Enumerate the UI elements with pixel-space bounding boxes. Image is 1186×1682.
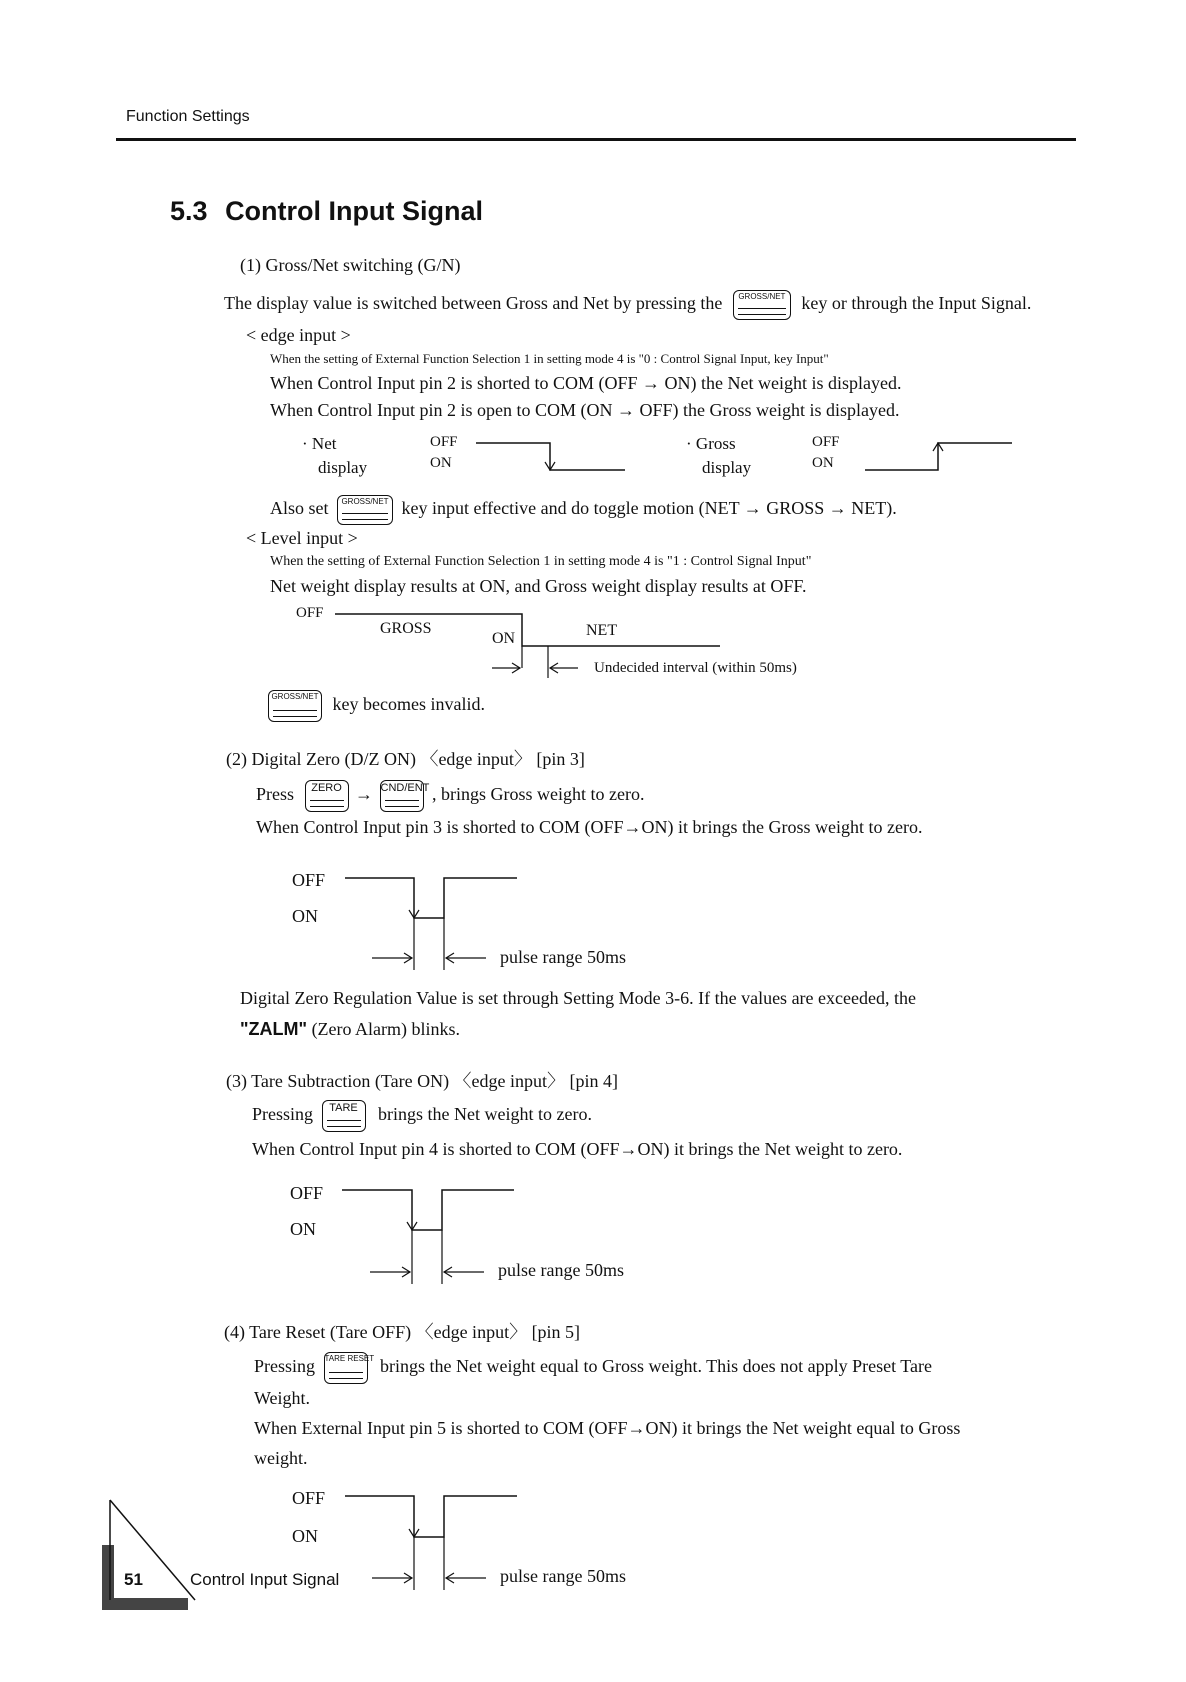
net-display-label: · Net	[302, 434, 337, 453]
footer-label: Control Input Signal	[190, 1570, 340, 1589]
edge-input-line2: When Control Input pin 2 is open to COM (ON → OFF) the Gross weight is displayed.	[270, 400, 900, 420]
ts-on-label: ON	[290, 1219, 316, 1239]
edge-input-title: < edge input >	[246, 325, 351, 345]
gross-net-key-icon: GROSS/NET	[733, 290, 791, 320]
key-invalid-text: key becomes invalid.	[332, 694, 485, 715]
zalm-desc: (Zero Alarm) blinks.	[311, 1019, 461, 1039]
digital-zero-line: When Control Input pin 3 is shorted to COM (OFF→ON) it brings the Gross weight to zero.	[256, 817, 923, 837]
tare-sub-heading: (3) Tare Subtraction (Tare ON) 〈edge input〉 [pin 4]	[226, 1071, 619, 1091]
tare-reset-heading: (4) Tare Reset (Tare OFF) 〈edge input〉 [pin 5]	[224, 1322, 581, 1342]
gross-on-label: ON	[812, 455, 834, 471]
zero-key-icon: ZERO	[305, 780, 349, 812]
gross-display-label-2: display	[702, 458, 752, 477]
section-number: 5.3	[170, 196, 208, 226]
tare-sub-line: When Control Input pin 4 is shorted to COM (OFF→ON) it brings the Net weight to zero.	[252, 1139, 903, 1159]
also-set-after: key input effective and do toggle motion (NET → GROSS → NET).	[401, 498, 897, 519]
section-title-text: Control Input Signal	[225, 196, 484, 226]
tare-reset-key-icon: TARE RESET	[324, 1352, 368, 1384]
level-input-line: Net weight display results at ON, and Gross weight display results at OFF.	[270, 576, 807, 596]
undecided-interval-label: Undecided interval (within 50ms)	[594, 660, 797, 676]
tare-reset-after-text: brings the Net weight equal to Gross weight. This does not apply Preset Tare	[380, 1356, 932, 1377]
level-net-label: NET	[586, 622, 618, 639]
level-input-title: < Level input >	[246, 528, 358, 548]
net-on-label: ON	[430, 455, 452, 471]
dz-on-label: ON	[292, 906, 318, 926]
running-header: Function Settings	[126, 108, 250, 125]
page-number: 51	[124, 1570, 143, 1589]
gross-net-key-icon-2: GROSS/NET	[337, 495, 393, 525]
pressing-text: Pressing	[252, 1104, 314, 1125]
tare-key-icon: TARE	[322, 1100, 366, 1132]
tare-reset-after-2: Weight.	[254, 1388, 311, 1408]
level-off-label: OFF	[296, 605, 324, 621]
gross-off-label: OFF	[812, 434, 840, 450]
level-input-note: When the setting of External Function Selection 1 in setting mode 4 is "1 : Control Signal Input"	[270, 554, 812, 569]
arrow-right-icon: →	[355, 784, 374, 805]
digital-zero-heading: (2) Digital Zero (D/Z ON) 〈edge input〉 [pin 3]	[226, 749, 585, 769]
edge-input-line1: When Control Input pin 2 is shorted to COM (OFF → ON) the Net weight is displayed.	[270, 373, 902, 393]
intro-text-after: key or through the Input Signal.	[801, 293, 1032, 314]
gross-net-heading: (1) Gross/Net switching (G/N)	[240, 255, 461, 275]
tr-off-label: OFF	[292, 1488, 326, 1508]
tare-sub-after-text: brings the Net weight to zero.	[378, 1104, 592, 1125]
zalm-text: "ZALM"	[240, 1019, 308, 1039]
tr-on-label: ON	[292, 1526, 318, 1546]
intro-text-before: The display value is switched between Gross and Net by pressing the	[224, 293, 723, 314]
dz-regulation-line1: Digital Zero Regulation Value is set through Setting Mode 3-6. If the values are exceeded, the	[240, 988, 916, 1008]
press-text: Press	[256, 784, 295, 805]
tare-reset-line1: When External Input pin 5 is shorted to COM (OFF→ON) it brings the Net weight equal to Gross	[254, 1418, 961, 1438]
press-after-text: , brings Gross weight to zero.	[432, 784, 645, 805]
gross-net-key-icon-3: GROSS/NET	[268, 690, 322, 722]
dz-off-label: OFF	[292, 870, 326, 890]
gross-display-label: · Gross	[686, 434, 736, 453]
net-display-label-2: display	[318, 458, 368, 477]
edge-input-note: When the setting of External Function Selection 1 in setting mode 4 is "0 : Control Signal Input, key Input"	[270, 351, 829, 366]
tare-reset-line2: weight.	[254, 1448, 308, 1468]
net-off-label: OFF	[430, 434, 458, 450]
level-on-label: ON	[492, 630, 516, 647]
dz-pulse-label: pulse range 50ms	[500, 947, 626, 967]
level-gross-label: GROSS	[380, 620, 432, 637]
ts-pulse-label: pulse range 50ms	[498, 1260, 624, 1280]
tr-pulse-label: pulse range 50ms	[500, 1566, 626, 1586]
also-set-before: Also set	[270, 498, 329, 519]
pressing-text-2: Pressing	[254, 1356, 316, 1377]
cnd-ent-key-icon: CND/ENT	[380, 780, 424, 812]
ts-off-label: OFF	[290, 1183, 324, 1203]
